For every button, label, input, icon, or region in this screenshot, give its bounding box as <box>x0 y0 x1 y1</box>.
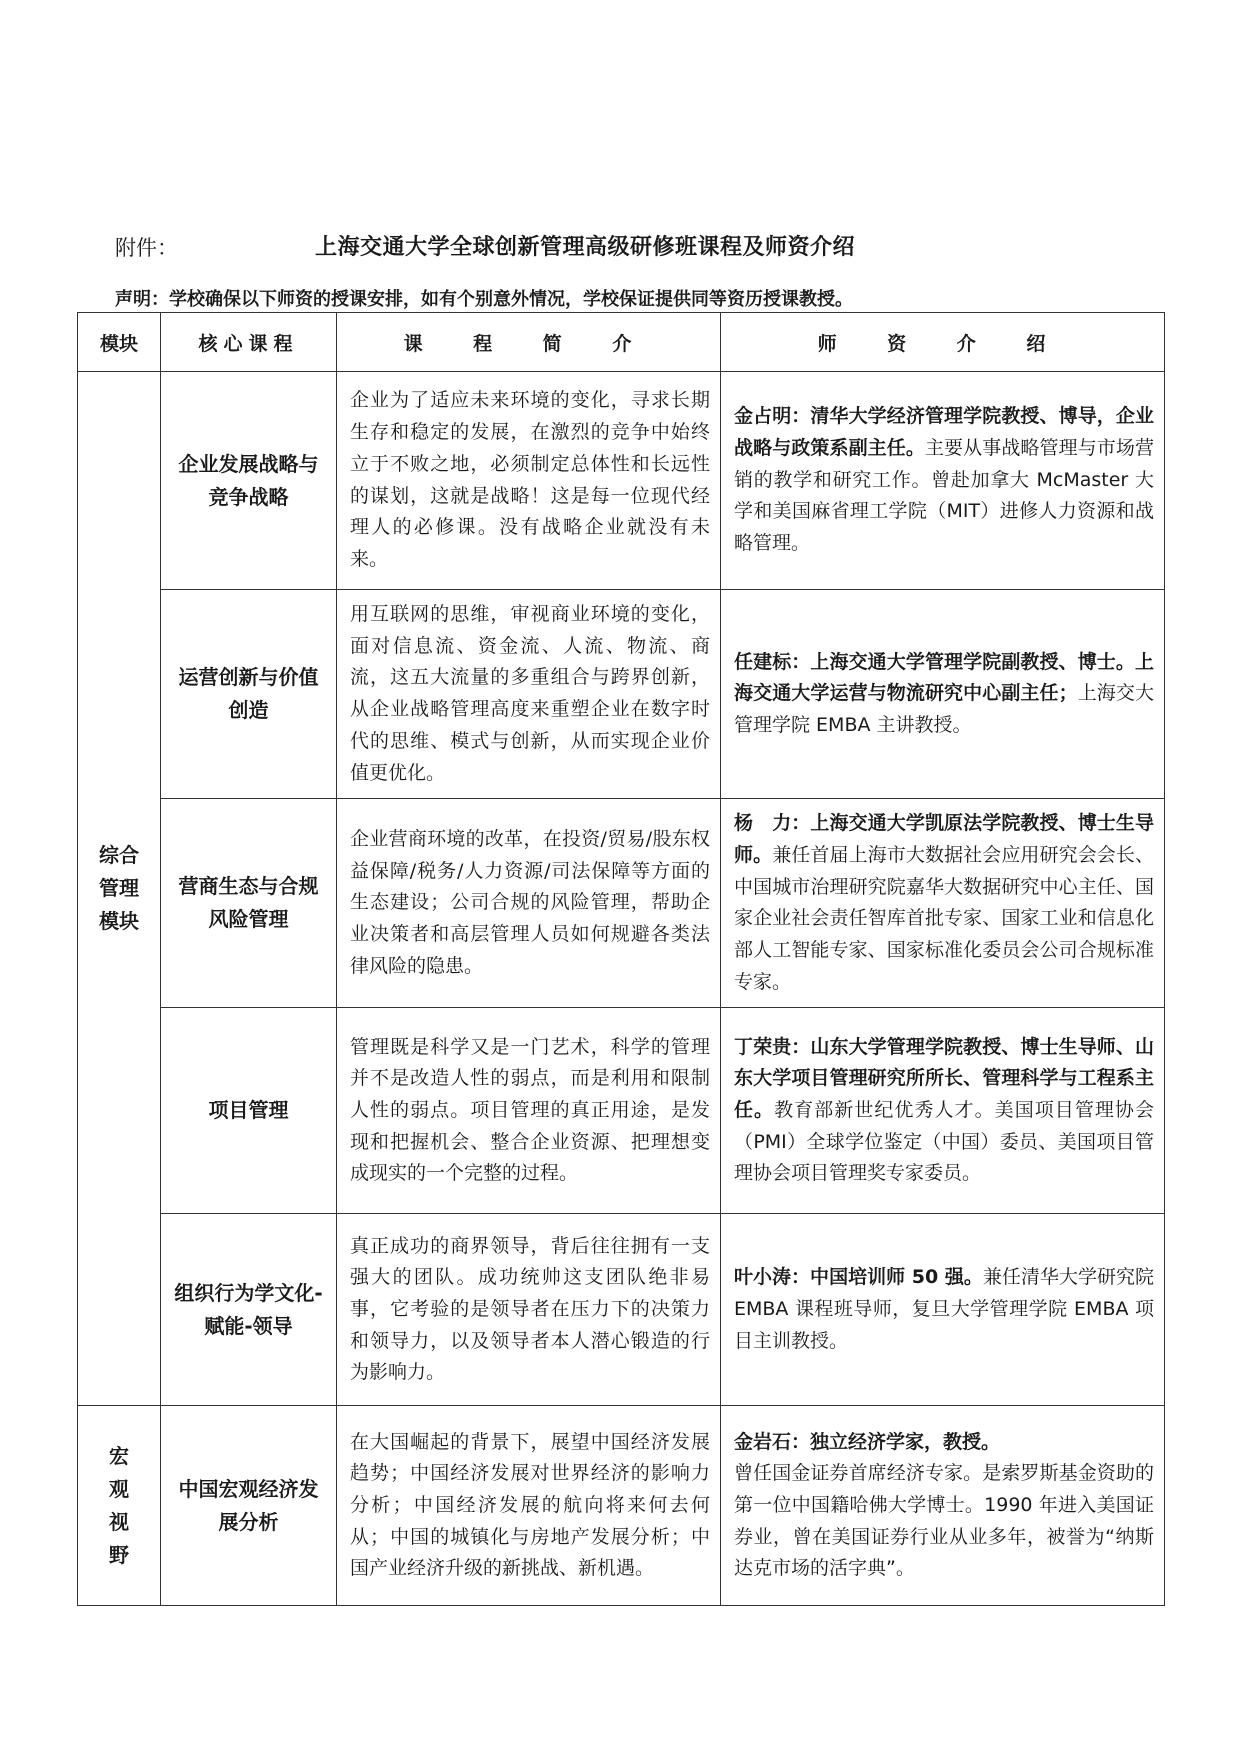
attachment-label: 附件： <box>115 236 178 260</box>
module-cell <box>78 1406 161 1606</box>
table-row <box>78 372 1165 590</box>
teacher-intro <box>721 799 1165 1008</box>
teacher-title: 任建标：上海交通大学管理学院副教授、博士。上海交通大学运营与物流研究中心副主任； <box>734 650 1154 705</box>
teacher-detail: 曾任国金证券首席经济专家。是索罗斯基金资助的第一位中国籍哈佛大学博士。1990 年进入美国证券业，曾在美国证券行业从业多年，被誉为“纳斯达克市场的活字典”。 <box>734 1462 1154 1580</box>
teacher-detail: 兼任清华大学研究院 EMBA 课程班导师，复旦大学管理学院 EMBA 项目主训教授。 <box>734 1266 1154 1352</box>
course-intro: 用互联网的思维，审视商业环境的变化，面对信息流、资金流、人流、物流、商流，这五大流量的多重组合与跨界创新，从企业战略管理高度来重塑企业在数字时代的思维、模式与创新，从而实现企业价值更优化。 <box>337 590 721 799</box>
teacher-title: 杨 力：上海交通大学凯原法学院教授、博士生导师。 <box>734 812 1154 866</box>
course-name: 项目管理 <box>161 1008 337 1214</box>
module-name: 宏观视野 <box>109 1443 129 1567</box>
table-row <box>78 590 1165 799</box>
teacher-title: 金岩石：独立经济学家，教授。 <box>734 1430 1001 1453</box>
document-title: 上海交通大学全球创新管理高级研修班课程及师资介绍 <box>315 235 856 260</box>
teacher-intro <box>721 1214 1165 1406</box>
course-intro: 管理既是科学又是一门艺术，科学的管理并不是改造人性的弱点，而是利用和限制人性的弱点。项目管理的真正用途，是发现和把握机会、整合企业资源、把理想变成现实的一个完整的过程。 <box>337 1008 721 1214</box>
table-row <box>78 1214 1165 1406</box>
teacher-detail: 上海交大管理学院 EMBA 主讲教授。 <box>734 682 1154 736</box>
course-name: 企业发展战略与竞争战略 <box>161 372 337 590</box>
module-cell <box>78 372 161 1406</box>
course-name: 运营创新与价值创造 <box>161 590 337 799</box>
teacher-intro <box>721 372 1165 590</box>
header-core-course: 核心课程 <box>161 313 337 372</box>
header-course-intro: 课 程 简 介 <box>337 313 721 372</box>
header-teacher-intro: 师 资 介 绍 <box>721 313 1165 372</box>
table-row <box>78 1406 1165 1606</box>
course-intro: 企业营商环境的改革，在投资/贸易/股东权益保障/税务/人力资源/司法保障等方面的生态建设；公司合规的风险管理，帮助企业决策者和高层管理人员如何规避各类法律风险的隐患。 <box>337 799 721 1008</box>
table-row <box>78 1008 1165 1214</box>
module-name: 综合管理模块 <box>99 843 139 934</box>
teacher-detail: 兼任首届上海市大数据社会应用研究会会长、中国城市治理研究院嘉华大数据研究中心主任、国家企业社会责任智库首批专家、国家工业和信息化部人工智能专家、国家标准化委员会公司合规标准专家。 <box>734 843 1154 993</box>
teacher-title: 叶小涛：中国培训师 50 强。 <box>734 1266 983 1289</box>
statement: 声明：学校确保以下师资的授课安排，如有个别意外情况，学校保证提供同等资历授课教授。 <box>115 289 853 310</box>
course-table <box>77 312 1165 1606</box>
course-intro: 在大国崛起的背景下，展望中国经济发展趋势；中国经济发展对世界经济的影响力分析；中国经济发展的航向将来何去何从；中国的城镇化与房地产发展分析；中国产业经济升级的新挑战、新机遇。 <box>337 1406 721 1606</box>
table-row <box>78 799 1165 1008</box>
course-name: 营商生态与合规风险管理 <box>161 799 337 1008</box>
course-intro: 真正成功的商界领导，背后往往拥有一支强大的团队。成功统帅这支团队绝非易事，它考验的是领导者在压力下的决策力和领导力，以及领导者本人潜心锻造的行为影响力。 <box>337 1214 721 1406</box>
course-name: 组织行为学文化-赋能-领导 <box>161 1214 337 1406</box>
table-header-row <box>78 313 1165 372</box>
teacher-detail: 教育部新世纪优秀人才。美国项目管理协会（PMI）全球学位鉴定（中国）委员、美国项目管理协会项目管理奖专家委员。 <box>734 1099 1154 1185</box>
header-module: 模块 <box>78 313 161 372</box>
teacher-title: 金占明：清华大学经济管理学院教授、博导，企业战略与政策系副主任。 <box>734 405 1154 459</box>
teacher-intro <box>721 1406 1165 1606</box>
course-intro: 企业为了适应未来环境的变化，寻求长期生存和稳定的发展，在激烈的竞争中始终立于不败之地，必须制定总体性和长远性的谋划，这就是战略！这是每一位现代经理人的必修课。没有战略企业就没有未来。 <box>337 372 721 590</box>
teacher-detail: 主要从事战略管理与市场营销的教学和研究工作。曾赴加拿大 McMaster 大学和美国麻省理工学院（MIT）进修人力资源和战略管理。 <box>734 436 1154 555</box>
teacher-title: 丁荣贵：山东大学管理学院教授、博士生导师、山东大学项目管理研究所所长、管理科学与工程系主任。 <box>734 1035 1154 1122</box>
course-name: 中国宏观经济发展分析 <box>161 1406 337 1606</box>
teacher-intro <box>721 590 1165 799</box>
document-header <box>115 228 1165 268</box>
teacher-intro <box>721 1008 1165 1214</box>
